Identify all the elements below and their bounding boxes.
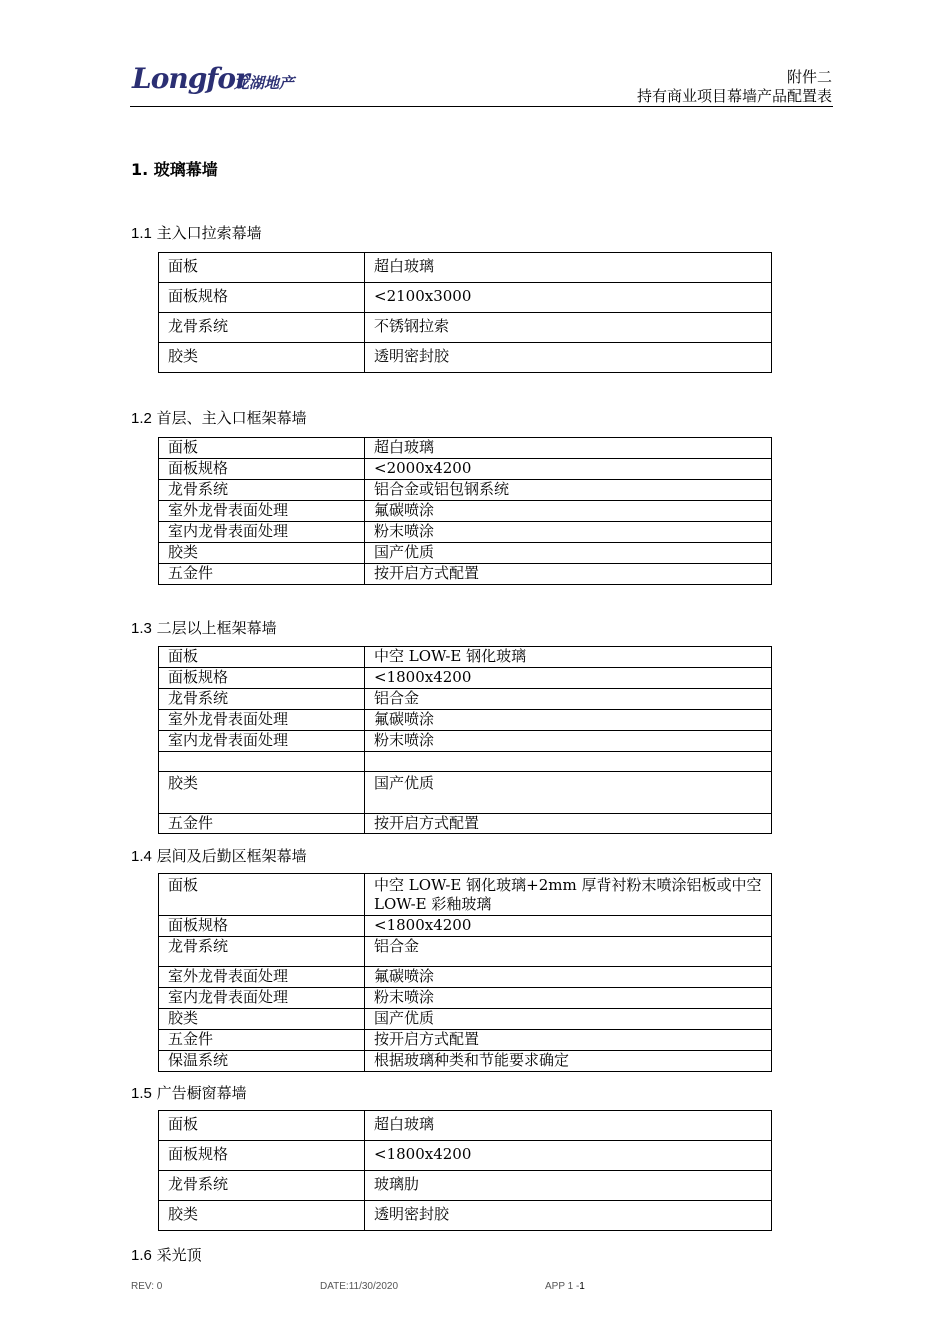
spec-label: 面板规格 (159, 1141, 365, 1171)
table-row (159, 772, 772, 814)
spec-value: 粉末喷涂 (365, 731, 772, 752)
subsection-heading (131, 1244, 202, 1265)
spec-table-1-3 (158, 646, 772, 834)
spec-value: 超白玻璃 (365, 1111, 772, 1141)
section-title: 1. 玻璃幕墙 (131, 160, 218, 179)
spec-label: 龙骨系统 (159, 1171, 365, 1201)
subsection-heading (131, 222, 262, 243)
table-row (159, 1141, 772, 1171)
subsection-number: 1.5 (131, 1085, 152, 1102)
spec-table-1-5 (158, 1110, 772, 1231)
subsection-title: 采光顶 (156, 1246, 202, 1264)
table-row (159, 1009, 772, 1030)
table-row (159, 564, 772, 585)
table-row (159, 343, 772, 373)
spec-label: 面板规格 (159, 283, 365, 313)
spec-value (365, 752, 772, 772)
subsection-number: 1.2 (131, 410, 152, 427)
spec-label: 胶类 (159, 543, 365, 564)
header-divider (130, 106, 833, 107)
table-row (159, 459, 772, 480)
table-row (159, 988, 772, 1009)
table-row (159, 480, 772, 501)
spec-label (159, 752, 365, 772)
spec-value: 铝合金 (365, 689, 772, 710)
table-row (159, 689, 772, 710)
spec-value: <2000x4200 (365, 459, 772, 480)
subsection-number: 1.3 (131, 620, 152, 637)
spec-value: 中空 LOW-E 钢化玻璃+2mm 厚背衬粉末喷涂铝板或中空 LOW-E 彩釉玻璃 (365, 874, 772, 916)
spec-table-1-2 (158, 437, 772, 585)
header-titles (637, 68, 832, 106)
spec-label: 室内龙骨表面处理 (159, 731, 365, 752)
spec-label: 龙骨系统 (159, 313, 365, 343)
spec-value: 透明密封胶 (365, 343, 772, 373)
document-title: 持有商业项目幕墙产品配置表 (636, 87, 832, 105)
subsection-title: 层间及后勤区框架幕墙 (156, 847, 307, 865)
subsection-number: 1.6 (131, 1247, 152, 1264)
spec-value: 氟碳喷涂 (365, 967, 772, 988)
spec-label: 面板 (159, 438, 365, 459)
table-row (159, 1111, 772, 1141)
spec-label: 龙骨系统 (159, 937, 365, 967)
table-row (159, 874, 772, 916)
spec-value: 中空 LOW-E 钢化玻璃 (365, 647, 772, 668)
spec-label: 室外龙骨表面处理 (159, 710, 365, 731)
spec-value: 按开启方式配置 (365, 564, 772, 585)
spec-table-1-1 (158, 252, 772, 373)
spec-value: 铝合金或铝包钢系统 (365, 480, 772, 501)
spec-value: 玻璃肋 (365, 1171, 772, 1201)
spec-label: 室内龙骨表面处理 (159, 988, 365, 1009)
spec-value: <1800x4200 (365, 916, 772, 937)
table-row (159, 731, 772, 752)
subsection-title: 二层以上框架幕墙 (156, 619, 277, 637)
spec-value: 粉末喷涂 (365, 522, 772, 543)
table-row (159, 283, 772, 313)
spec-value: <2100x3000 (365, 283, 772, 313)
spec-label: 室外龙骨表面处理 (159, 967, 365, 988)
spec-label: 面板 (159, 1111, 365, 1141)
spec-value: 粉末喷涂 (365, 988, 772, 1009)
spec-value: 按开启方式配置 (365, 814, 772, 834)
spec-value: 超白玻璃 (365, 253, 772, 283)
spec-value: 不锈钢拉索 (365, 313, 772, 343)
spec-label: 龙骨系统 (159, 689, 365, 710)
spec-label: 面板规格 (159, 459, 365, 480)
spec-label: 胶类 (159, 343, 365, 373)
spec-value: 超白玻璃 (365, 438, 772, 459)
spec-label: 胶类 (159, 1009, 365, 1030)
spec-value: 铝合金 (365, 937, 772, 967)
table-row (159, 1030, 772, 1051)
subsection-number: 1.1 (131, 225, 152, 242)
spec-label: 胶类 (159, 1201, 365, 1231)
subsection-title: 首层、主入口框架幕墙 (156, 409, 307, 427)
spec-value: 国产优质 (365, 772, 772, 814)
spec-label: 面板 (159, 874, 365, 916)
subsection-heading (131, 407, 307, 428)
table-row (159, 501, 772, 522)
spec-label: 面板 (159, 253, 365, 283)
spec-label: 五金件 (159, 814, 365, 834)
table-row (159, 253, 772, 283)
spec-value: <1800x4200 (365, 668, 772, 689)
table-row (159, 1201, 772, 1231)
subsection-heading (131, 845, 307, 866)
spec-label: 面板 (159, 647, 365, 668)
table-row (159, 438, 772, 459)
spec-label: 室内龙骨表面处理 (159, 522, 365, 543)
attachment-label: 附件二 (786, 68, 832, 86)
subsection-title: 主入口拉索幕墙 (156, 224, 262, 242)
subsection-heading (131, 617, 277, 638)
table-row (159, 814, 772, 834)
spec-value: <1800x4200 (365, 1141, 772, 1171)
subsection-number: 1.4 (131, 848, 152, 865)
footer-date: DATE:11/30/2020 (320, 1281, 399, 1292)
logo-wordmark: Longfor (132, 62, 249, 95)
spec-value: 国产优质 (365, 1009, 772, 1030)
table-row (159, 522, 772, 543)
table-row (159, 937, 772, 967)
table-row-empty (159, 752, 772, 772)
spec-value: 氟碳喷涂 (365, 710, 772, 731)
spec-label: 胶类 (159, 772, 365, 814)
subsection-heading (131, 1082, 247, 1103)
table-row (159, 1171, 772, 1201)
footer-page (545, 1281, 585, 1292)
spec-label: 五金件 (159, 1030, 365, 1051)
spec-label: 五金件 (159, 564, 365, 585)
spec-label: 面板规格 (159, 916, 365, 937)
table-row (159, 1051, 772, 1072)
table-row (159, 313, 772, 343)
footer-page-number: 1 (579, 1281, 585, 1292)
spec-value: 根据玻璃种类和节能要求确定 (365, 1051, 772, 1072)
company-logo (132, 62, 332, 106)
spec-label: 保温系统 (159, 1051, 365, 1072)
footer-revision: REV: 0 (131, 1281, 163, 1292)
subsection-title: 广告橱窗幕墙 (156, 1084, 247, 1102)
table-row (159, 916, 772, 937)
spec-value: 国产优质 (365, 543, 772, 564)
logo-chinese: 龙湖地产 (234, 74, 295, 92)
footer-page-prefix: APP 1 - (545, 1281, 580, 1292)
spec-value: 氟碳喷涂 (365, 501, 772, 522)
table-row (159, 647, 772, 668)
spec-table-1-4 (158, 873, 772, 1072)
spec-label: 室外龙骨表面处理 (159, 501, 365, 522)
spec-label: 面板规格 (159, 668, 365, 689)
table-row (159, 967, 772, 988)
spec-value: 按开启方式配置 (365, 1030, 772, 1051)
table-row (159, 543, 772, 564)
spec-value: 透明密封胶 (365, 1201, 772, 1231)
table-row (159, 668, 772, 689)
table-row (159, 710, 772, 731)
spec-label: 龙骨系统 (159, 480, 365, 501)
